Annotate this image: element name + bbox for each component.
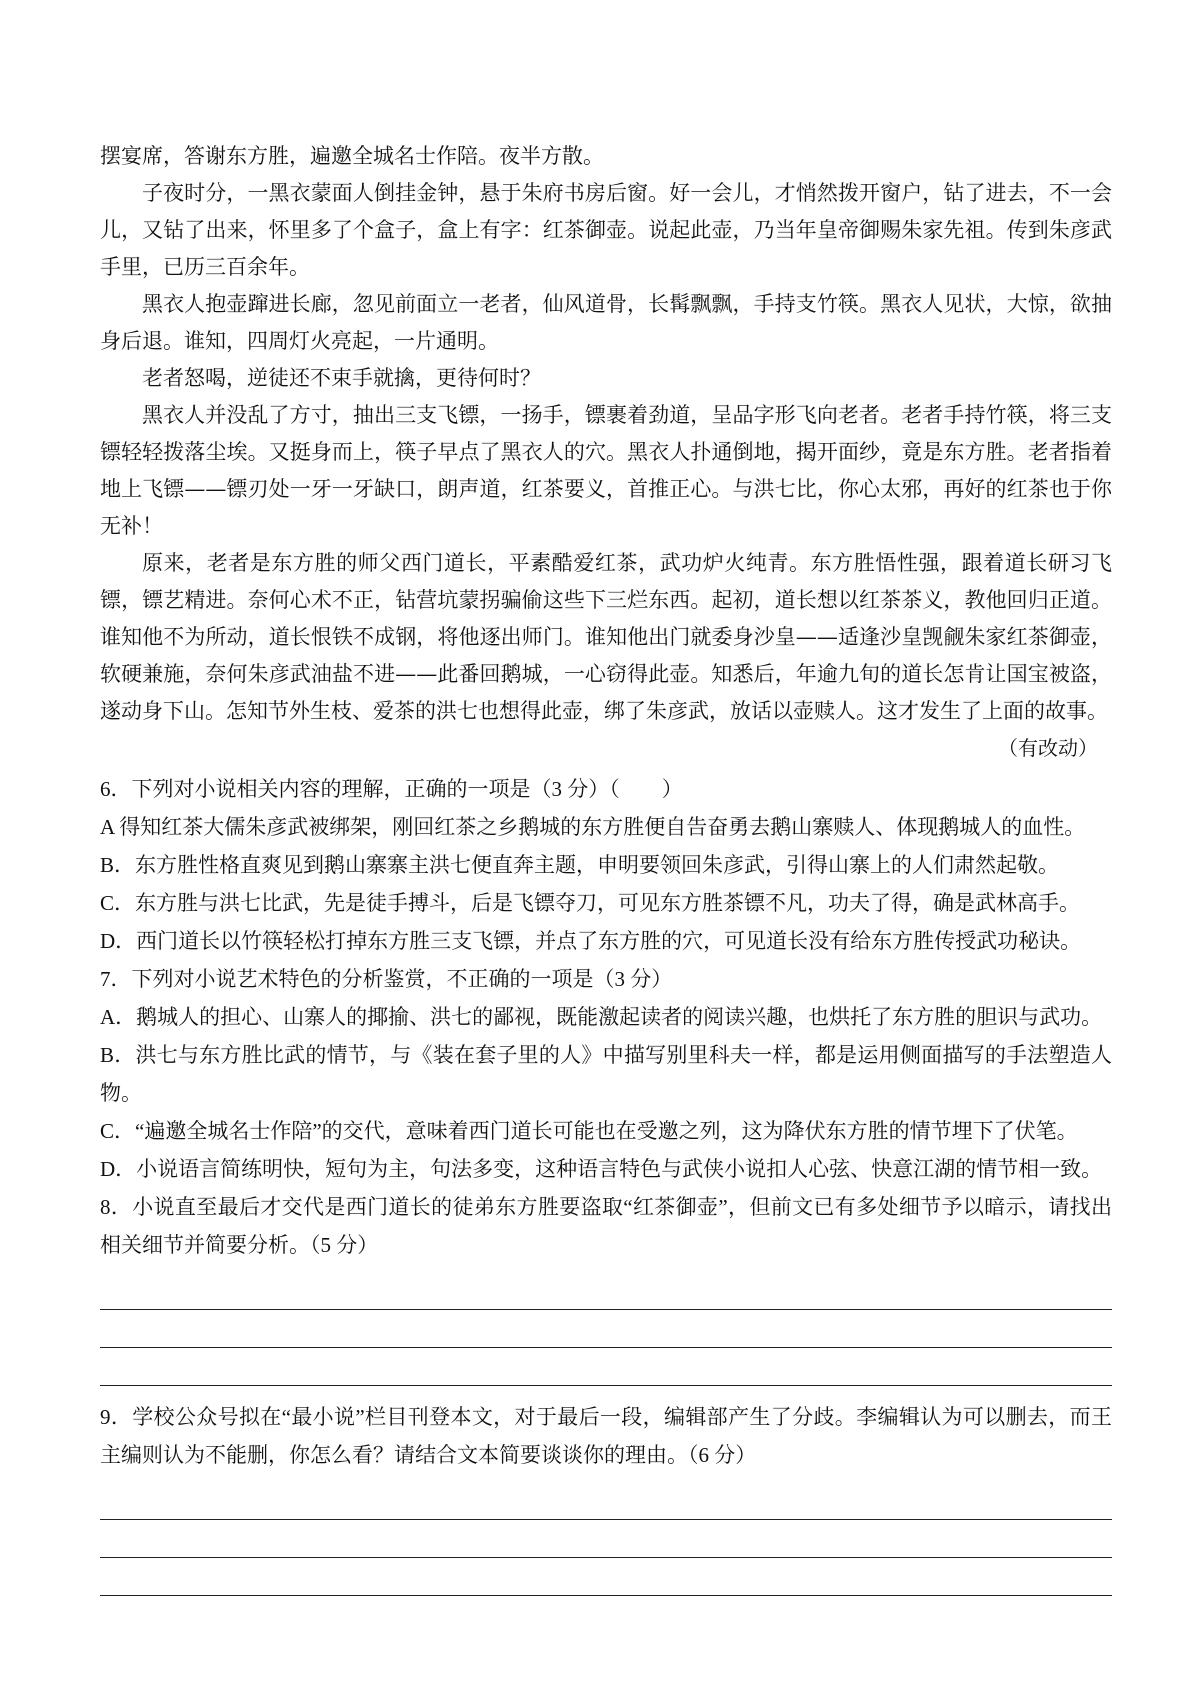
question-8-stem: 8．小说直至最后才交代是西门道长的徒弟东方胜要盗取“红茶御壶”，但前文已有多处细节予以暗示，请找出相关细节并简要分析。（5 分） (100, 1195, 1112, 1257)
question-7 (100, 960, 1112, 1188)
story-paragraph-4: 老者怒喝，逆徒还不束手就擒，更待何时？ (142, 366, 541, 390)
story-paragraph-2: 子夜时分，一黑衣蒙面人倒挂金钟，悬于朱府书房后窗。好一会儿，才悄然拨开窗户，钻了进去，不一会儿，又钻了出来，怀里多了个盒子，盒上有字：红茶御壶。说起此壶，乃当年皇帝御赐朱家先祖。传到朱彦武手里，已历三百余年。 (100, 181, 1112, 279)
question-7-stem: 7．下列对小说艺术特色的分析鉴赏，不正确的一项是（3 分） (100, 967, 673, 991)
question-8-answer-area[interactable] (100, 1272, 1112, 1386)
question-7-option-b[interactable]: B．洪七与东方胜比武的情节，与《装在套子里的人》中描写别里科夫一样，都是运用侧面描写的手法塑造人物。 (100, 1043, 1112, 1105)
question-6-option-a[interactable]: A 得知红茶大儒朱彦武被绑架，刚回红茶之乡鹅城的东方胜便自告奋勇去鹅山寨赎人、体现鹅城人的血性。 (100, 815, 1086, 839)
story-paragraph-5: 黑衣人并没乱了方寸，抽出三支飞镖，一扬手，镖裹着劲道，呈品字形飞向老者。老者手持竹筷，将三支镖轻轻拨落尘埃。又挺身而上，筷子早点了黑衣人的穴。黑衣人扑通倒地，揭开面纱，竟是东方胜。老者指着地上飞镖——镖刃处一牙一牙缺口，朗声道，红茶要义，首推正心。与洪七比，你心太邪，再好的红茶也于你无补！ (100, 403, 1112, 538)
question-8 (100, 1188, 1112, 1386)
story-paragraph-1: 摆宴席，答谢东方胜，遍邀全城名士作陪。夜半方散。 (100, 144, 604, 168)
answer-line[interactable] (100, 1348, 1112, 1386)
question-6-option-d[interactable]: D．西门道长以竹筷轻松打掉东方胜三支飞镖，并点了东方胜的穴，可见道长没有给东方胜传授武功秘诀。 (100, 929, 1082, 953)
questions-section (100, 770, 1112, 1596)
question-6 (100, 770, 1112, 960)
source-note: （有改动） (998, 736, 1098, 760)
answer-line[interactable] (100, 1272, 1112, 1310)
question-6-option-b[interactable]: B．东方胜性格直爽见到鹅山寨寨主洪七便直奔主题，申明要领回朱彦武，引得山寨上的人们肃然起敬。 (100, 853, 1060, 877)
exam-page (100, 138, 1112, 1608)
answer-line[interactable] (100, 1482, 1112, 1520)
question-7-option-d[interactable]: D．小说语言简练明快，短句为主，句法多变，这种语言特色与武侠小说扣人心弦、快意江湖的情节相一致。 (100, 1157, 1103, 1181)
question-9-stem: 9．学校公众号拟在“最小说”栏目刊登本文，对于最后一段，编辑部产生了分歧。李编辑认为可以删去，而王主编则认为不能删，你怎么看？请结合文本简要谈谈你的理由。（6 分） (100, 1405, 1112, 1467)
question-6-option-c[interactable]: C．东方胜与洪七比武，先是徒手搏斗，后是飞镖夺刀，可见东方胜茶镖不凡，功夫了得，确是武林高手。 (100, 891, 1081, 915)
story-paragraph-6: 原来，老者是东方胜的师父西门道长，平素酷爱红茶，武功炉火纯青。东方胜悟性强，跟着道长研习飞镖，镖艺精进。奈何心术不正，钻营坑蒙拐骗偷这些下三烂东西。起初，道长想以红茶茶义，教他回归正道。谁知他不为所动，道长恨铁不成钢，将他逐出师门。谁知他出门就委身沙皇——适逢沙皇觊觎朱家红茶御壶，软硬兼施，奈何朱彦武油盐不进——此番回鹅城，一心窃得此壶。知悉后，年逾九旬的道长怎肯让国宝被盗，遂动身下山。怎知节外生枝、爱茶的洪七也想得此壶，绑了朱彦武，放话以壶赎人。这才发生了上面的故事。 (100, 551, 1112, 723)
question-7-option-a[interactable]: A．鹅城人的担心、山寨人的揶揄、洪七的鄙视，既能激起读者的阅读兴趣，也烘托了东方胜的胆识与武功。 (100, 1005, 1103, 1029)
question-6-stem: 6．下列对小说相关内容的理解，正确的一项是（3 分）（ ） (100, 777, 683, 801)
answer-line[interactable] (100, 1310, 1112, 1348)
story-paragraph-3: 黑衣人抱壶蹿进长廊，忽见前面立一老者，仙风道骨，长髯飘飘，手持支竹筷。黑衣人见状，大惊，欲抽身后退。谁知，四周灯火亮起，一片通明。 (100, 292, 1112, 353)
question-9 (100, 1398, 1112, 1596)
question-9-answer-area[interactable] (100, 1482, 1112, 1596)
question-7-option-c[interactable]: C．“遍邀全城名士作陪”的交代，意味着西门道长可能也在受邀之列，这为降伏东方胜的情节埋下了伏笔。 (100, 1119, 1078, 1143)
answer-line[interactable] (100, 1558, 1112, 1596)
answer-line[interactable] (100, 1520, 1112, 1558)
story-text (100, 138, 1112, 730)
